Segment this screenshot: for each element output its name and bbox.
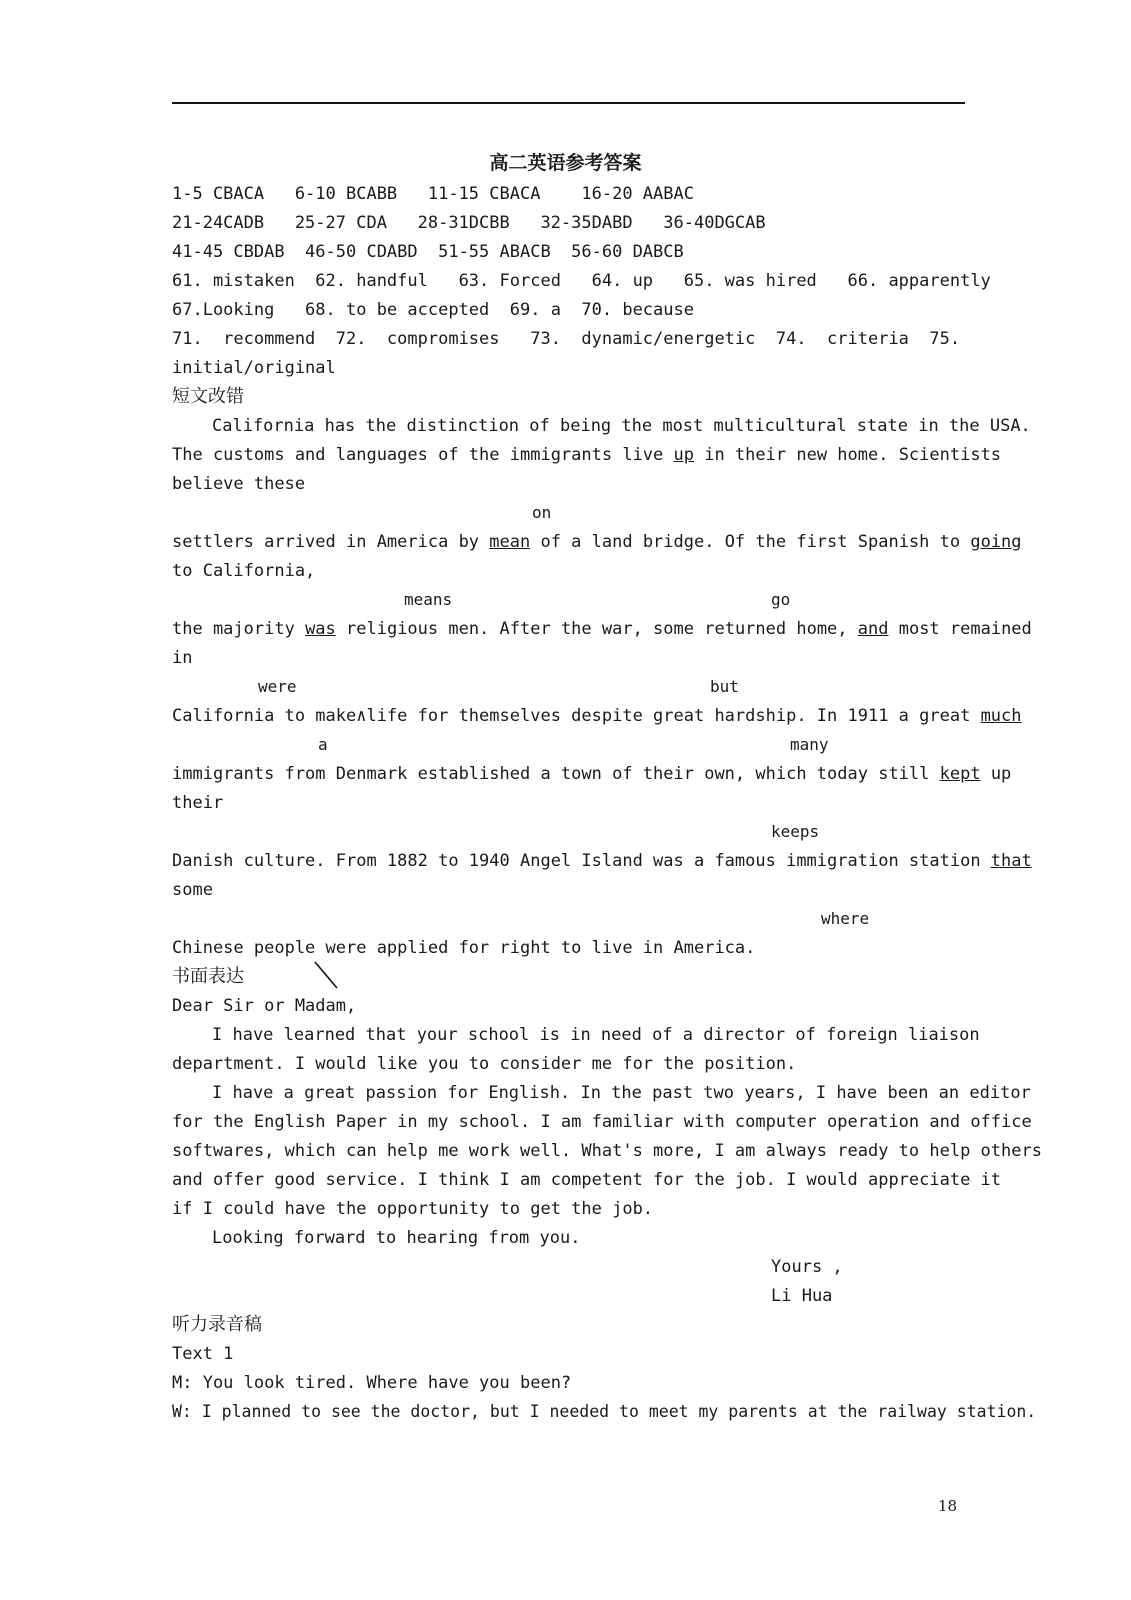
correction-mark: where <box>821 909 870 928</box>
correction-line: believe these <box>172 474 306 494</box>
error-word: and <box>857 619 889 639</box>
correction-line: California has the distinction of being the most multicultural state in the USA. <box>212 416 1031 436</box>
text-span: in their new home. Scientists <box>694 445 1002 465</box>
correction-line: to California, <box>172 561 316 581</box>
correction-line <box>172 528 1022 556</box>
correction-mark: many <box>790 735 829 754</box>
error-word: up <box>673 445 694 465</box>
correction-mark: a <box>318 735 328 754</box>
correction-line <box>172 760 1012 788</box>
correction-mark: means <box>404 590 453 609</box>
header-rule <box>172 102 965 104</box>
letter-line: if I could have the opportunity to get the job. <box>172 1199 654 1219</box>
writing-heading: 书面表达 <box>172 966 244 987</box>
correction-mark: on <box>532 503 552 522</box>
text-span: immigrants from Denmark established a town of their own, which today still <box>172 764 940 784</box>
correction-mark: but <box>710 677 739 696</box>
text-span: settlers arrived in America by <box>172 532 490 552</box>
answer-row-5: 67.Looking 68. to be accepted 69. a 70. because <box>172 300 694 320</box>
letter-line: department. I would like you to consider me for the position. <box>172 1054 797 1074</box>
listening-heading: 听力录音稿 <box>172 1314 262 1335</box>
correction-line: some <box>172 880 213 900</box>
text-span: most remained <box>888 619 1032 639</box>
error-word: mean <box>489 532 531 552</box>
correction-line <box>172 702 1022 730</box>
error-word: going <box>970 532 1022 552</box>
letter-line: for the English Paper in my school. I am familiar with computer operation and office <box>172 1112 1032 1132</box>
answer-row-2: 21-24CADB 25-27 CDA 28-31DCBB 32-35DABD 36-40DGCAB <box>172 213 766 233</box>
text-span: the majority <box>172 619 306 639</box>
letter-signature: Li Hua <box>771 1286 833 1306</box>
answer-row-3: 41-45 CBDAB 46-50 CDABD 51-55 ABACB 56-60 DABCB <box>172 242 684 262</box>
text-span: Danish culture. From 1882 to 1940 Angel Island was a famous immigration station <box>172 851 991 871</box>
answer-row-7: initial/original <box>172 358 336 378</box>
error-word: was <box>305 619 336 639</box>
answer-row-4: 61. mistaken 62. handful 63. Forced 64. up 65. was hired 66. apparently <box>172 271 991 291</box>
error-word: kept <box>939 764 981 784</box>
correction-line <box>172 847 1032 875</box>
text-span: The customs and languages of the immigrants live <box>172 445 674 465</box>
correction-line <box>172 615 1032 643</box>
text-span: up <box>980 764 1012 784</box>
letter-line: I have a great passion for English. In the past two years, I have been an editor <box>212 1083 1031 1103</box>
listening-text-label: Text 1 <box>172 1344 234 1364</box>
error-word: much <box>980 706 1022 726</box>
correction-mark: keeps <box>771 822 820 841</box>
page-number: 18 <box>938 1497 958 1515</box>
answer-row-6: 71. recommend 72. compromises 73. dynamic/energetic 74. criteria 75. <box>172 329 961 349</box>
correction-line: Chinese people were applied for right to live in America. <box>172 938 756 958</box>
letter-salutation: Dear Sir or Madam, <box>172 996 357 1016</box>
error-word: that <box>990 851 1032 871</box>
text-span: religious men. After the war, some returned home, <box>335 619 858 639</box>
text-span: California to make∧life for themselves despite great hardship. In 1911 a great <box>172 706 981 726</box>
correction-heading: 短文改错 <box>172 386 244 407</box>
letter-line: softwares, which can help me work well. What's more, I am always ready to help others <box>172 1141 1042 1161</box>
letter-line: Looking forward to hearing from you. <box>212 1228 581 1248</box>
letter-line: I have learned that your school is in need of a director of foreign liaison <box>212 1025 980 1045</box>
letter-closing: Yours , <box>771 1257 843 1277</box>
correction-line: in <box>172 648 193 668</box>
text-span: of a land bridge. Of the first Spanish to <box>530 532 971 552</box>
answer-row-1: 1-5 CBACA 6-10 BCABB 11-15 CBACA 16-20 AABAC <box>172 184 694 204</box>
correction-line: their <box>172 793 224 813</box>
letter-line: and offer good service. I think I am competent for the job. I would appreciate it <box>172 1170 1002 1190</box>
correction-mark: go <box>771 590 791 609</box>
page-title: 高二英语参考答案 <box>489 152 642 174</box>
correction-mark: were <box>258 677 297 696</box>
dialogue-line: M: You look tired. Where have you been? <box>172 1373 572 1393</box>
dialogue-line: W: I planned to see the doctor, but I needed to meet my parents at the railway station. <box>172 1402 1037 1421</box>
correction-line <box>172 441 1002 469</box>
